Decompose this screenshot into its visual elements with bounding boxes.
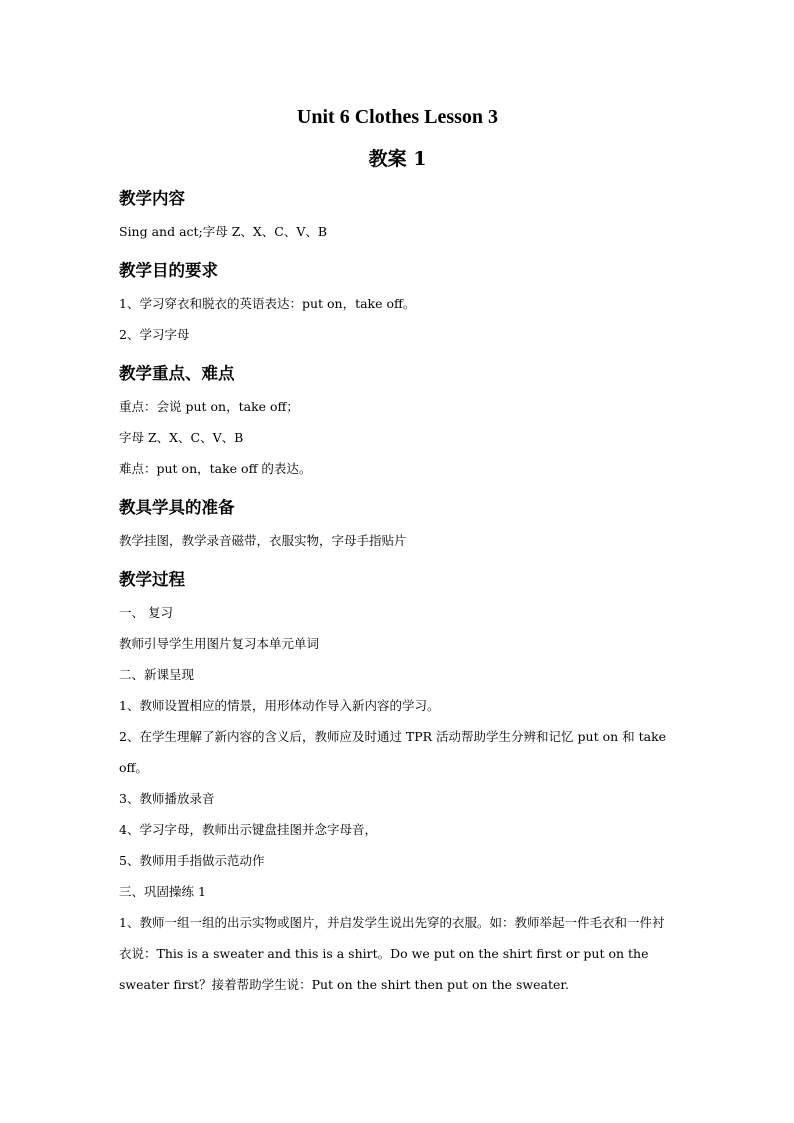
paragraph: 二、新课呈现 bbox=[119, 667, 195, 682]
document-subtitle: 教案 1 bbox=[368, 148, 427, 170]
paragraph: 1、学习穿衣和脱衣的英语表达：put on，take off。 bbox=[119, 296, 416, 311]
section-heading-key-points: 教学重点、难点 bbox=[119, 364, 235, 383]
paragraph: 教师引导学生用图片复习本单元单词 bbox=[119, 636, 320, 651]
paragraph: 教学挂图，教学录音磁带，衣服实物，字母手指贴片 bbox=[119, 533, 407, 548]
paragraph: 字母 Z、X、C、V、B bbox=[119, 430, 244, 445]
section-heading-materials: 教具学具的准备 bbox=[119, 498, 235, 517]
section-heading-content: 教学内容 bbox=[119, 189, 185, 208]
paragraph: 重点：会说 put on，take off； bbox=[119, 399, 299, 414]
paragraph: 4、学习字母，教师出示键盘挂图并念字母音， bbox=[119, 822, 377, 837]
paragraph: 2、学习字母 bbox=[119, 327, 190, 342]
section-heading-objectives: 教学目的要求 bbox=[119, 261, 218, 280]
paragraph: 1、教师一组一组的出示实物或图片，并启发学生说出先穿的衣服。如：教师举起一件毛衣和一件衬衣说：This is a sweater and this is a shirt。Do we put on the shirt first or put on the sweater first？接着帮助学生说：Put on the shirt then put on the sweater. bbox=[119, 915, 665, 992]
document-title: Unit 6 Clothes Lesson 3 bbox=[296, 106, 499, 128]
section-heading-process: 教学过程 bbox=[119, 570, 185, 589]
paragraph: Sing and act;字母 Z、X、C、V、B bbox=[119, 224, 328, 239]
paragraph: 2、在学生理解了新内容的含义后，教师应及时通过 TPR 活动帮助学生分辨和记忆 put on 和 take off。 bbox=[119, 729, 667, 775]
paragraph: 三、巩固操练 1 bbox=[119, 884, 206, 899]
paragraph: 3、教师播放录音 bbox=[119, 791, 215, 806]
paragraph: 5、教师用手指做示范动作 bbox=[119, 853, 265, 868]
paragraph: 1、教师设置相应的情景，用形体动作导入新内容的学习。 bbox=[119, 698, 440, 713]
paragraph: 一、 复习 bbox=[119, 605, 173, 620]
paragraph: 难点：put on，take off 的表达。 bbox=[119, 461, 312, 476]
